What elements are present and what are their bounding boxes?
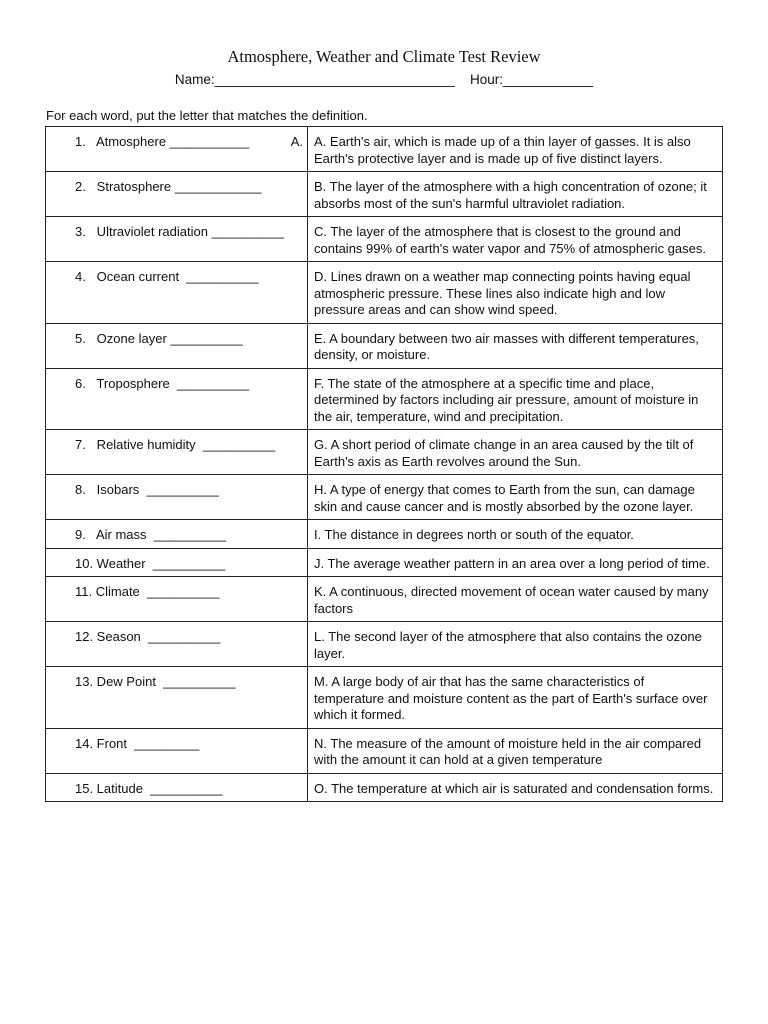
definition-cell: O. The temperature at which air is saturated and condensation forms. [308, 773, 723, 802]
definition-cell: B. The layer of the atmosphere with a high concentration of ozone; it absorbs most of the sun's harmful ultraviolet radiation. [308, 172, 723, 217]
term-label: 13. Dew Point __________ [75, 674, 236, 689]
term-label: 7. Relative humidity __________ [75, 437, 276, 452]
name-hour-line [0, 71, 768, 89]
term-cell[interactable] [46, 172, 308, 217]
table-row [46, 475, 723, 520]
definition-cell: D. Lines drawn on a weather map connecting points having equal atmospheric pressure. These lines also indicate high and low pressure areas and can show wind speed. [308, 262, 723, 324]
definition-cell: N. The measure of the amount of moisture held in the air compared with the amount it can hold at a given temperature [308, 728, 723, 773]
term-cell[interactable] [46, 323, 308, 368]
definition-cell: A. Earth's air, which is made up of a thin layer of gasses. It is also Earth's protective layer and is made up of five distinct layers. [308, 127, 723, 172]
definition-cell: I. The distance in degrees north or south of the equator. [308, 520, 723, 549]
term-label: 9. Air mass __________ [75, 527, 227, 542]
term-cell[interactable] [46, 127, 308, 172]
term-label: 3. Ultraviolet radiation __________ [75, 224, 284, 239]
table-row [46, 217, 723, 262]
term-label: 14. Front _________ [75, 735, 200, 751]
term-cell[interactable] [46, 773, 308, 802]
table-row [46, 368, 723, 430]
term-label: 2. Stratosphere ____________ [75, 179, 262, 194]
hour-field[interactable]: Hour:____________ [469, 72, 594, 87]
instructions: For each word, put the letter that matches the definition. [46, 108, 368, 123]
page-title: Atmosphere, Weather and Climate Test Review [227, 47, 541, 66]
term-label: 10. Weather __________ [75, 555, 226, 571]
term-cell[interactable] [46, 368, 308, 430]
table-row [46, 127, 723, 172]
definition-cell: K. A continuous, directed movement of ocean water caused by many factors [308, 577, 723, 622]
answer-letter: A. [290, 134, 303, 149]
definition-cell: L. The second layer of the atmosphere that also contains the ozone layer. [308, 622, 723, 667]
table-row [46, 323, 723, 368]
term-cell[interactable] [46, 622, 308, 667]
definition-cell: M. A large body of air that has the same characteristics of temperature and moisture content as the part of Earth's surface over which it formed. [308, 667, 723, 729]
table-row [46, 430, 723, 475]
definition-cell: H. A type of energy that comes to Earth from the sun, can damage skin and cause cancer and is mostly absorbed by the ozone layer. [308, 475, 723, 520]
term-label: 8. Isobars __________ [75, 482, 219, 497]
definition-cell: C. The layer of the atmosphere that is closest to the ground and contains 99% of earth's water vapor and 75% of atmospheric gases. [308, 217, 723, 262]
term-cell[interactable] [46, 577, 308, 622]
term-label: 4. Ocean current __________ [75, 269, 259, 284]
table-row [46, 262, 723, 324]
definition-cell: J. The average weather pattern in an area over a long period of time. [308, 548, 723, 577]
table-row [46, 520, 723, 549]
term-cell[interactable] [46, 728, 308, 773]
table-row [46, 548, 723, 577]
definition-cell: G. A short period of climate change in an area caused by the tilt of Earth's axis as Earth revolves around the Sun. [308, 430, 723, 475]
term-label: 6. Troposphere __________ [75, 375, 250, 391]
table-row [46, 667, 723, 729]
table-row [46, 773, 723, 802]
table-row [46, 622, 723, 667]
term-cell[interactable] [46, 475, 308, 520]
table-row [46, 728, 723, 773]
term-label: 1. Atmosphere ___________ [75, 134, 250, 149]
table-row [46, 577, 723, 622]
term-cell[interactable] [46, 548, 308, 577]
term-cell[interactable] [46, 667, 308, 729]
matching-table [45, 126, 723, 802]
table-row [46, 172, 723, 217]
definition-cell: F. The state of the atmosphere at a specific time and place, determined by factors including air pressure, amount of moisture in the air, temperature, wind and precipitation. [308, 368, 723, 430]
term-cell[interactable] [46, 520, 308, 549]
term-cell[interactable] [46, 217, 308, 262]
term-label: 15. Latitude __________ [75, 780, 223, 796]
name-field[interactable]: Name:________________________________ [174, 72, 455, 87]
term-label: 11. Climate __________ [75, 584, 220, 599]
term-cell[interactable] [46, 430, 308, 475]
term-label: 5. Ozone layer __________ [75, 330, 243, 346]
term-cell[interactable] [46, 262, 308, 324]
term-label: 12. Season __________ [75, 629, 221, 644]
definition-cell: E. A boundary between two air masses with different temperatures, density, or moisture. [308, 323, 723, 368]
